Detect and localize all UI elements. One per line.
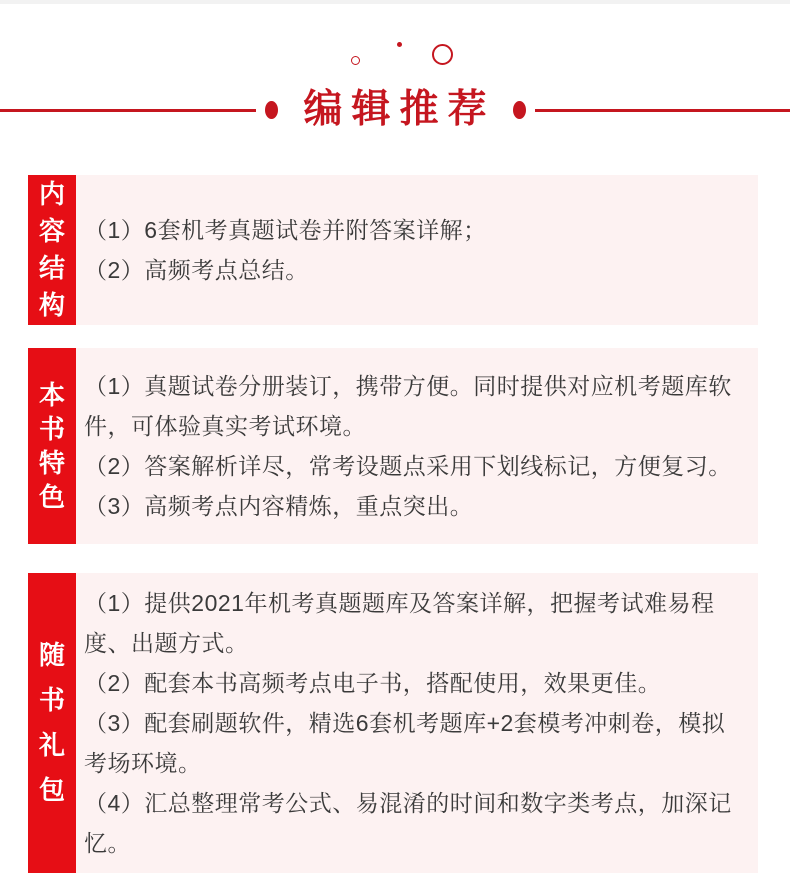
section-label-tab — [28, 175, 76, 325]
decor-circle-large-icon — [432, 44, 453, 65]
feature-item: （3）配套刷题软件，精选6套机考题库+2套模考冲刺卷，模拟考场环境。 — [84, 710, 726, 776]
feature-item: （2）答案解析详尽，常考设题点采用下划线标记，方便复习。 — [84, 453, 732, 479]
section-label-tab — [28, 573, 76, 873]
section-content-structure — [28, 175, 758, 325]
editor-recommend-header — [0, 0, 790, 175]
feature-item: （2）高频考点总结。 — [84, 257, 309, 283]
feature-item: （1）提供2021年机考真题题库及答案详解，把握考试难易程度、出题方式。 — [84, 590, 715, 656]
feature-item: （1）6套机考真题试卷并附答案详解； — [84, 217, 487, 243]
decor-circle-small-icon — [351, 56, 360, 65]
feature-item: （4）汇总整理常考公式、易混淆的时间和数字类考点，加深记忆。 — [84, 790, 732, 856]
title-dot-right-icon — [513, 101, 526, 119]
title-dot-left-icon — [265, 101, 278, 119]
title-rule-right — [535, 109, 790, 112]
section-panel — [76, 573, 758, 873]
section-gift-package — [28, 573, 758, 873]
section-book-features — [28, 348, 758, 544]
decor-dot-icon — [397, 42, 402, 47]
section-label-tab — [28, 348, 76, 544]
section-label: 本书特色 — [38, 380, 65, 512]
section-panel — [76, 175, 758, 325]
title-row — [0, 86, 790, 134]
title-rule-left — [0, 109, 256, 112]
page-title: 编辑推荐 — [303, 88, 496, 131]
section-panel — [76, 348, 758, 544]
section-label: 内容结构 — [38, 179, 65, 320]
section-label: 随书礼包 — [38, 640, 65, 805]
feature-item: （3）高频考点内容精炼，重点突出。 — [84, 493, 474, 519]
feature-item: （2）配套本书高频考点电子书，搭配使用，效果更佳。 — [84, 670, 662, 696]
feature-item: （1）真题试卷分册装订，携带方便。同时提供对应机考题库软件，可体验真实考试环境。 — [84, 373, 732, 439]
